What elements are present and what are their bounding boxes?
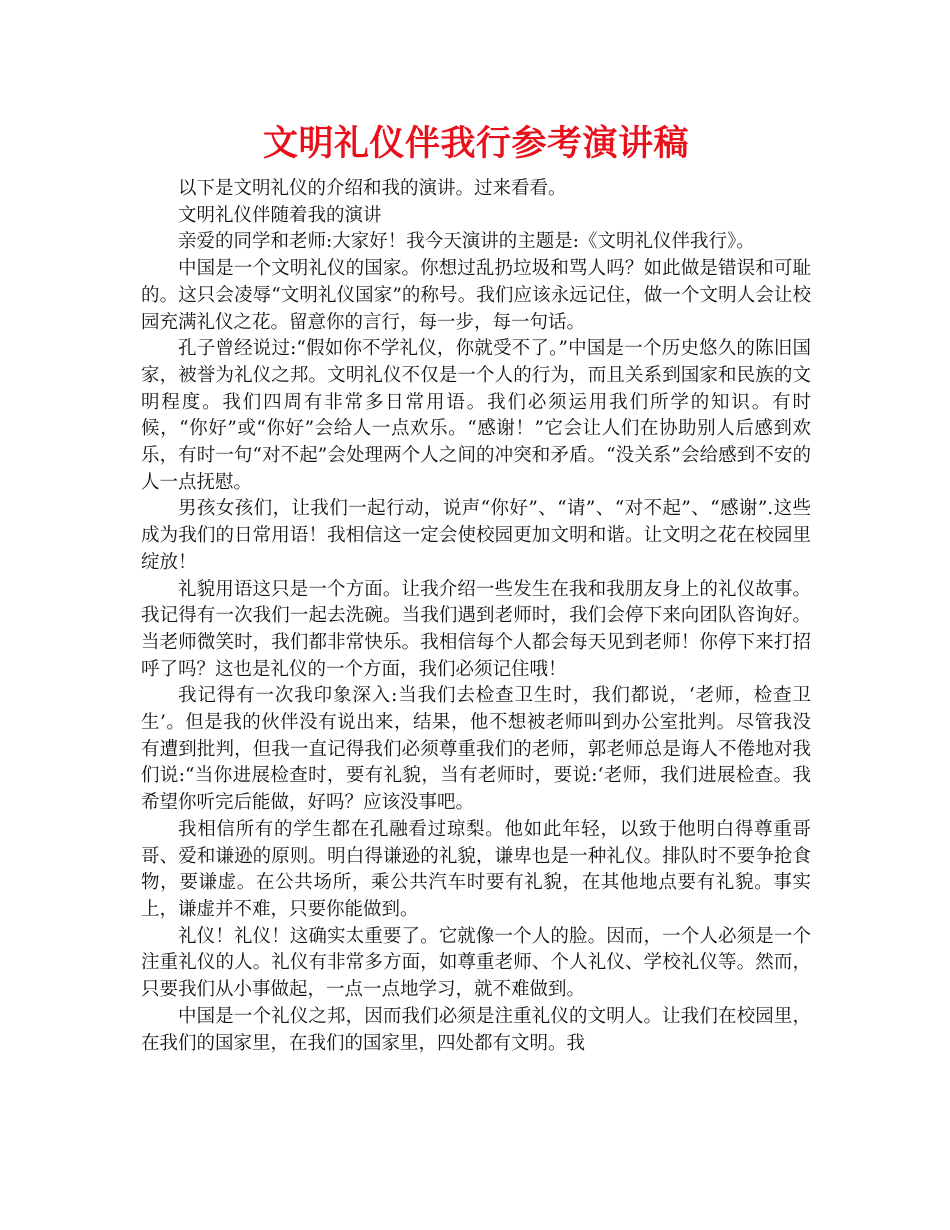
paragraph: 中国是一个文明礼仪的国家。你想过乱扔垃圾和骂人吗？如此做是错误和可耻的。这只会凌辱“文明礼仪国家”的称号。我们应该永远记住，做一个文明人会让校园充满礼仪之花。留意你的言行，每一步，每一句话。 [141, 258, 811, 333]
document-title: 文明礼仪伴我行参考演讲稿 [262, 124, 689, 164]
paragraph: 孔子曾经说过:“假如你不学礼仪，你就受不了。”中国是一个历史悠久的陈旧国家，被誉为礼仪之邦。文明礼仪不仅是一个人的行为，而且关系到国家和民族的文明程度。我们四周有非常多日常用语。我们必须运用我们所学的知识。有时候，“你好”或“你好”会给人一点欢乐。“感谢！”它会让人们在协助别人后感到欢乐，有时一句“对不起”会处理两个人之间的冲突和矛盾。“没关系”会给感到不安的人一点抚慰。 [141, 338, 811, 493]
paragraph-intro: 以下是文明礼仪的介绍和我的演讲。过来看看。 [178, 178, 567, 199]
paragraph: 中国是一个礼仪之邦，因而我们必须是注重礼仪的文明人。让我们在校园里，在我们的国家里，在我们的国家里，四处都有文明。我 [141, 1005, 811, 1054]
paragraph-greeting: 亲爱的同学和老师:大家好！我今天演讲的主题是:《文明礼仪伴我行》。 [178, 231, 755, 253]
document-page [141, 120, 811, 1057]
paragraph: 男孩女孩们，让我们一起行动，说声“你好”、“请”、“对不起”、“感谢”.这些成为我们的日常用语！我相信这一定会使校园更加文明和谐。让文明之花在校园里绽放！ [141, 498, 811, 573]
paragraph: 礼貌用语这只是一个方面。让我介绍一些发生在我和我朋友身上的礼仪故事。我记得有一次我们一起去洗碗。当我们遇到老师时，我们会停下来向团队咨询好。当老师微笑时，我们都非常快乐。我相信每个人都会每天见到老师！你停下来打招呼了吗？这也是礼仪的一个方面，我们必须记住哦！ [141, 578, 811, 680]
paragraph: 我相信所有的学生都在孔融看过琼梨。他如此年轻，以致于他明白得尊重哥哥、爱和谦逊的原则。明白得谦逊的礼貌，谦卑也是一种礼仪。排队时不要争抢食物，要谦虚。在公共场所，乘公共汽车时要有礼貌，在其他地点要有礼貌。事实上，谦虚并不难，只要你能做到。 [141, 818, 811, 920]
document-body [141, 176, 811, 1057]
paragraph-subtitle: 文明礼仪伴随着我的演讲 [178, 204, 382, 226]
paragraph: 礼仪！礼仪！这确实太重要了。它就像一个人的脸。因而，一个人必须是一个注重礼仪的人。礼仪有非常多方面，如尊重老师、个人礼仪、学校礼仪等。然而，只要我们从小事做起，一点一点地学习，就不难做到。 [141, 925, 811, 1001]
paragraph: 我记得有一次我印象深入:当我们去检查卫生时，我们都说，‘老师，检查卫生’。但是我的伙伴没有说出来，结果，他不想被老师叫到办公室批判。尽管我没有遭到批判，但我一直记得我们必须尊重我们的老师，郭老师总是诲人不倦地对我们说:“当你进展检查时，要有礼貌，当有老师时，要说:‘老师，我们进展检查。我希望你听完后能做，好吗？应该没事吧。 [141, 685, 811, 814]
